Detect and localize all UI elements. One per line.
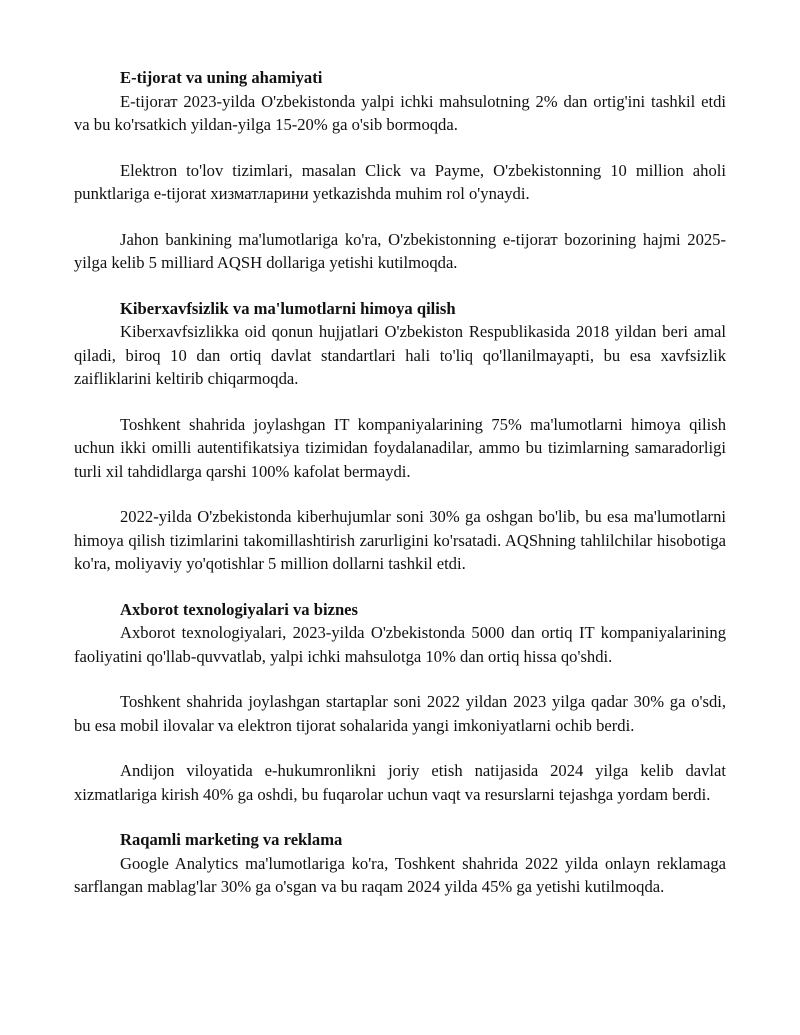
section-digital-marketing <box>74 828 726 899</box>
section-heading: Axborot texnologiyalari va biznes <box>120 599 358 619</box>
paragraph: E-tijorат 2023-yilda O'zbekistonda yalpi ichki mahsulotning 2% dan ortig'ini tashkil etdi va bu ko'rsatkich yildan-yilga 15-20% ga o'sib bormoqda. <box>74 91 726 134</box>
section-it-business <box>74 598 726 807</box>
section-e-commerce <box>74 66 726 275</box>
paragraph: 2022-yilda O'zbekistonda kiberhujumlar soni 30% ga oshgan bo'lib, bu esa ma'lumotlarni himoya qilish tizimlarini takomillashtirish zarurligini ko'rsatadi. AQShning tahlilchilar hisobotiga ko'ra, moliyaviy yo'qotishlar 5 million dollarni tashkil etdi. <box>74 507 726 573</box>
paragraph: Axborot texnologiyalari, 2023-yilda O'zbekistonda 5000 dan ortiq IT kompaniyalarining faoliyatini qo'llab-quvvatlab, yalpi ichki mahsulotga 10% dan ortiq hissa qo'shdi. <box>74 623 726 666</box>
section-cybersecurity <box>74 297 726 576</box>
paragraph: Elektron to'lov tizimlari, masalan Click va Payme, O'zbekistonning 10 million aholi punktlariga e-tijorat хизматларини yetkazishda muhim rol o'ynaydi. <box>74 160 726 203</box>
paragraph: Google Analytics ma'lumotlariga ko'ra, Toshkent shahrida 2022 yilda onlayn reklamaga sarflangan mablag'lar 30% ga o'sgan va bu raqam 2024 yilda 45% ga yetishi kutilmoqda. <box>74 853 726 896</box>
section-heading: Raqamli marketing va reklama <box>120 830 343 849</box>
paragraph: Andijon viloyatida e-hukumronlikni joriy etish natijasida 2024 yilga kelib davlat xizmatlariga kirish 40% ga oshdi, bu fuqarolar uchun vaqt va resurslarni tejashga yordam berdi. <box>74 761 726 804</box>
section-heading: Kiberxavfsizlik va ma'lumotlarni himoya qilish <box>120 298 456 318</box>
paragraph: Jahon bankining ma'lumotlariga ko'ra, O'zbekistonning e-tijorат bozorining hajmi 2025-yilga kelib 5 milliard AQSH dollariga yetishi kutilmoqda. <box>74 229 726 272</box>
paragraph: Toshkent shahrida joylashgan startaplar soni 2022 yildan 2023 yilga qadar 30% ga o'sdi, bu esa mobil ilovalar va elektron tijorat sohalarida yangi imkoniyatlarni ochib berdi. <box>74 692 726 735</box>
paragraph: Toshkent shahrida joylashgan IT kompaniyalarining 75% ma'lumotlarni himoya qilish uchun ikki omilli autentifikatsiya tizimidan foydalanadilar, ammo bu tizimlarning samaradorligi turli xil tahdidlarga qarshi 100% kafolat bermaydi. <box>74 414 726 481</box>
section-heading: E-tijorat va uning ahamiyati <box>120 68 323 87</box>
document-body <box>74 66 726 921</box>
paragraph: Kiberxavfsizlikka oid qonun hujjatlari O'zbekiston Respublikasida 2018 yildan beri amal qiladi, biroq 10 dan ortiq davlat standartlari hali to'liq qo'llanilmayapti, bu esa xavfsizlik zaifliklarini keltirib chiqarmoqda. <box>74 322 726 388</box>
